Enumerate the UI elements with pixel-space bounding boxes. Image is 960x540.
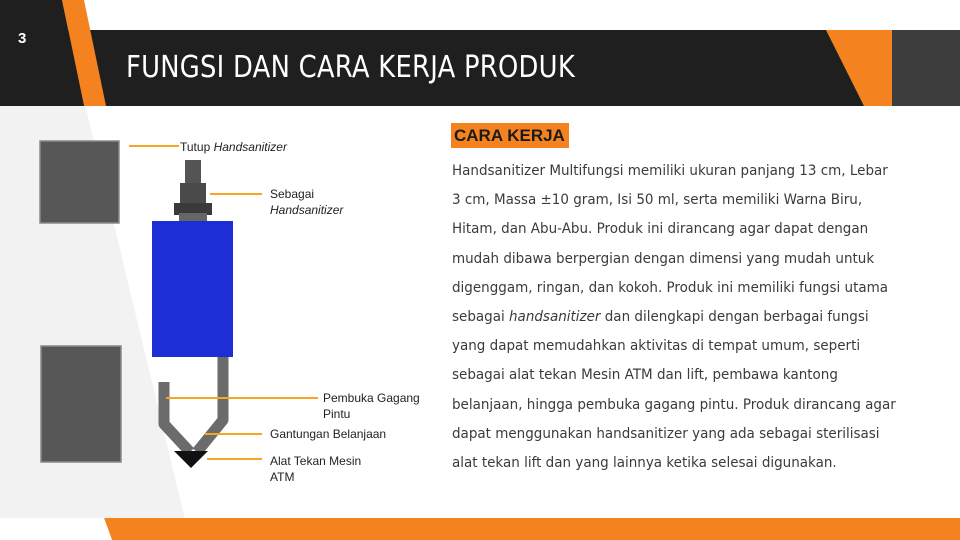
body-line-start: sebagai bbox=[452, 309, 510, 326]
bottle-cap bbox=[174, 160, 212, 221]
leader-gantungan bbox=[205, 433, 262, 435]
label-pembuka bbox=[323, 390, 420, 422]
label-gantungan: Gantungan Belanjaan bbox=[270, 427, 387, 441]
body-line: belanjaan, hingga pembuka gagang pintu. Produk dirancang agar bbox=[452, 396, 896, 413]
body-line: Handsanitizer Multifungsi memiliki ukuran panjang 13 cm, Lebar bbox=[452, 163, 888, 179]
body-line: mudah dibawa berpergian dengan dimensi yang mudah untuk bbox=[452, 250, 875, 267]
body-line: alat tekan lift dan yang lainnya ketika selesai digunakan. bbox=[452, 455, 837, 472]
leader-pembuka bbox=[166, 397, 318, 399]
body-line-end: dan dilengkapi dengan berbagai fungsi bbox=[600, 309, 869, 326]
header-gray-right-block bbox=[892, 30, 960, 106]
body-line-italic: handsanitizer bbox=[509, 309, 601, 326]
label-pembuka-line2: Pintu bbox=[323, 407, 351, 421]
body-line: dapat menggunakan handsanitizer yang ada sebagai sterilisasi bbox=[452, 425, 880, 442]
body-line: yang dapat memudahkan aktivitas di tempat umum, seperti bbox=[452, 338, 861, 355]
footer-orange-bar bbox=[104, 518, 960, 540]
section-heading: CARA KERJA bbox=[451, 123, 569, 148]
body-line: Hitam, dan Abu-Abu. Produk ini dirancang agar dapat dengan bbox=[452, 221, 869, 238]
leader-alat bbox=[207, 458, 262, 460]
label-alat-line2: ATM bbox=[270, 470, 295, 484]
hook-attachment bbox=[164, 357, 223, 452]
bottle-body bbox=[152, 221, 233, 357]
atm-press-tip bbox=[174, 451, 208, 468]
footer-left-white bbox=[0, 518, 112, 540]
label-sebagai-line1: Sebagai bbox=[270, 187, 315, 201]
label-sebagai bbox=[270, 186, 343, 218]
label-alat bbox=[270, 453, 361, 485]
label-tutup-italic: Handsanitizer bbox=[213, 140, 287, 154]
label-sebagai-line2 bbox=[270, 202, 343, 218]
label-alat-line1: Alat Tekan Mesin bbox=[270, 454, 362, 468]
page-number: 3 bbox=[18, 30, 27, 47]
leader-tutup bbox=[129, 145, 179, 147]
product-diagram bbox=[0, 0, 440, 500]
color-swatch-bottom bbox=[41, 346, 121, 462]
body-line bbox=[452, 303, 898, 332]
leader-sebagai bbox=[210, 193, 262, 195]
body-line: sebagai alat tekan Mesin ATM dan lift, pembawa kantong bbox=[452, 367, 838, 384]
label-pembuka-line1: Pembuka Gagang bbox=[323, 391, 420, 405]
color-swatch-top bbox=[40, 141, 119, 223]
slide-title: FUNGSI DAN CARA KERJA PRODUK bbox=[126, 50, 576, 85]
body-line: digenggam, ringan, dan kokoh. Produk ini memiliki fungsi utama bbox=[452, 279, 889, 296]
body-line: 3 cm, Massa ±10 gram, Isi 50 ml, serta memiliki Warna Biru, bbox=[452, 192, 863, 209]
label-tutup-prefix: Tutup bbox=[180, 140, 214, 154]
body-paragraph bbox=[452, 157, 898, 478]
label-sebagai-italic: Handsanitizer bbox=[270, 203, 344, 217]
label-tutup bbox=[180, 139, 287, 155]
